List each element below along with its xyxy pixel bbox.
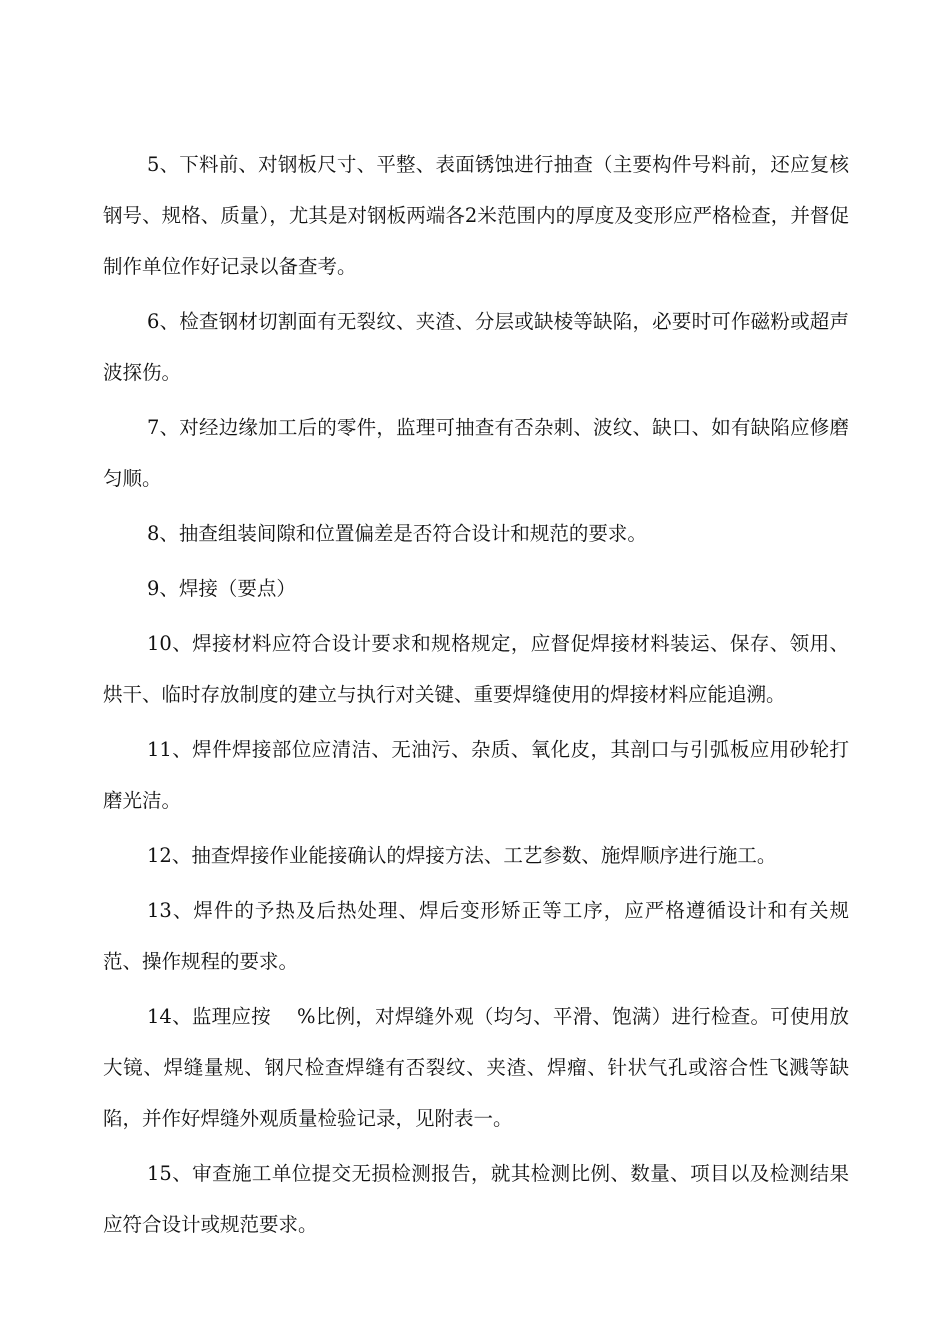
paragraph-item-11: 11、焊件焊接部位应清洁、无油污、杂质、氧化皮，其剖口与引弧板应用砂轮打磨光洁。 xyxy=(103,738,849,812)
document-body xyxy=(103,139,849,1254)
paragraph-item-8: 8、抽查组装间隙和位置偏差是否符合设计和规范的要求。 xyxy=(147,522,647,545)
paragraph-item-6: 6、检查钢材切割面有无裂纹、夹渣、分层或缺棱等缺陷，必要时可作磁粉或超声波探伤。 xyxy=(103,310,849,384)
paragraph-item-9: 9、焊接（要点） xyxy=(147,577,296,600)
paragraph-item-12: 12、抽查焊接作业能接确认的焊接方法、工艺参数、施焊顺序进行施工。 xyxy=(147,844,777,867)
paragraph-item-5: 5、下料前、对钢板尺寸、平整、表面锈蚀进行抽查（主要构件号料前，还应复核钢号、规格、质量），尤其是对钢板两端各2米范围内的厚度及变形应严格检查，并督促制作单位作好记录以备查考。 xyxy=(103,153,849,278)
paragraph-item-7: 7、对经边缘加工后的零件，监理可抽查有否杂刺、波纹、缺口、如有缺陷应修磨匀顺。 xyxy=(103,416,849,490)
paragraph-item-10: 10、焊接材料应符合设计要求和规格规定，应督促焊接材料装运、保存、领用、烘干、临时存放制度的建立与执行对关键、重要焊缝使用的焊接材料应能追溯。 xyxy=(103,632,849,706)
paragraph-item-15: 15、审查施工单位提交无损检测报告，就其检测比例、数量、项目以及检测结果应符合设计或规范要求。 xyxy=(103,1162,849,1236)
paragraph-item-14: 14、监理应按 %比例，对焊缝外观（均匀、平滑、饱满）进行检查。可使用放大镜、焊缝量规、钢尺检查焊缝有否裂纹、夹渣、焊瘤、针状气孔或溶合性飞溅等缺陷，并作好焊缝外观质量检验记录，见附表一。 xyxy=(103,1005,849,1130)
paragraph-item-13: 13、焊件的予热及后热处理、焊后变形矫正等工序，应严格遵循设计和有关规范、操作规程的要求。 xyxy=(103,899,849,973)
